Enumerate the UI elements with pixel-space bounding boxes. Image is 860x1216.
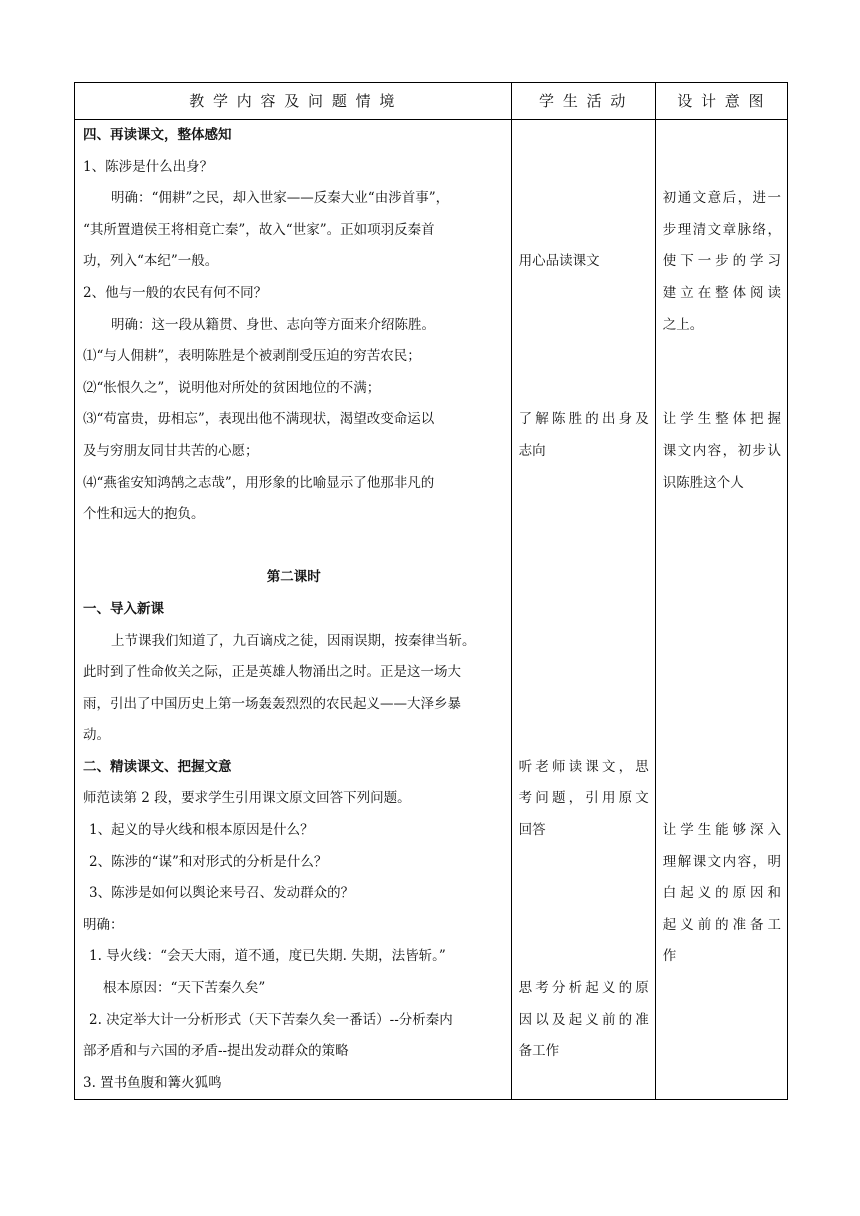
answer-line: 明确：这一段从籍贯、身世、志向等方面来介绍陈胜。 <box>111 316 435 333</box>
point-line: ⑶“苟富贵，毋相忘”，表现出他不满现状，渴望改变命运以 <box>83 411 435 428</box>
intent-cell <box>655 120 787 1100</box>
intent-line: 步理清文章脉络， <box>662 221 781 238</box>
question-line: 2、他与一般的农民有何不同？ <box>83 284 268 301</box>
intent-line: 识陈胜这个人 <box>662 474 744 491</box>
question-line: 2、陈涉的“谋”和对形式的分析是什么？ <box>89 853 328 870</box>
question-line: 1、陈涉是什么出身？ <box>83 158 214 175</box>
activity-line: 了解陈胜的出身及 <box>518 411 649 428</box>
header-activity: 学 生 活 动 <box>511 83 655 120</box>
section-heading: 一、导入新课 <box>83 600 164 617</box>
activity-line: 思考分析起义的原 <box>518 980 649 997</box>
answer-line: 3. 置书鱼腹和篝火狐鸣 <box>83 1074 222 1091</box>
section-heading: 二、精读课文、把握文意 <box>83 758 232 775</box>
activity-line: 考问题，引用原文 <box>518 790 649 807</box>
activity-line: 回答 <box>518 822 546 839</box>
point-line: ⑷“燕雀安知鸿鹄之志哉”，用形象的比喻显示了他那非凡的 <box>83 474 435 491</box>
intent-line: 建立在整体阅读 <box>662 284 781 301</box>
intent-line: 白起义的原因和 <box>662 885 781 902</box>
answer-line: 功，列入“本纪”一般。 <box>83 253 219 270</box>
activity-line: 备工作 <box>518 1043 560 1060</box>
point-line: ⑴“与人佣耕”，表明陈胜是个被剥削受压迫的穷苦农民； <box>83 348 421 365</box>
intent-line: 理解课文内容，明 <box>662 853 781 870</box>
answer-line: 根本原因：“天下苦秦久矣” <box>103 980 266 997</box>
paragraph-line: 动。 <box>83 727 110 744</box>
activity-line: 志向 <box>518 442 546 459</box>
answer-label: 明确： <box>83 916 124 933</box>
point-line: 及与穷朋友同甘共苦的心愿； <box>83 442 259 459</box>
intent-line: 让学生能够深入 <box>662 822 781 839</box>
intent-line: 使下一步的学习 <box>662 253 781 270</box>
paragraph-line: 此时到了性命攸关之际，正是英雄人物涌出之时。正是这一场大 <box>83 664 461 681</box>
lesson-plan-table <box>74 82 788 1100</box>
content-cell <box>75 120 512 1100</box>
header-content: 教 学 内 容 及 问 题 情 境 <box>75 83 512 120</box>
paragraph-line: 上节课我们知道了，九百谪戍之徒，因雨误期，按秦律当斩。 <box>111 632 476 649</box>
question-line: 1、起义的导火线和根本原因是什么？ <box>89 822 314 839</box>
intent-line: 作 <box>662 948 677 965</box>
lesson-subtitle: 第二课时 <box>266 569 321 586</box>
answer-line: 2. 决定举大计一分析形式（天下苦秦久矣一番话）--分析秦内 <box>89 1011 453 1028</box>
intent-line: 初通文意后，进一 <box>662 190 781 207</box>
activity-line: 因以及起义前的准 <box>518 1011 649 1028</box>
activity-line: 听老师读课文，思 <box>518 758 649 775</box>
paragraph-line: 雨，引出了中国历史上第一场轰轰烈烈的农民起义——大泽乡暴 <box>83 695 461 712</box>
section-heading: 四、再读课文，整体感知 <box>83 127 232 143</box>
activity-line: 用心品读课文 <box>518 253 600 270</box>
intent-line: 之上。 <box>662 316 704 333</box>
header-row <box>75 83 788 120</box>
header-intent: 设 计 意 图 <box>655 83 787 120</box>
body-row <box>75 120 788 1100</box>
answer-line: 1. 导火线：“会天大雨，道不通，度已失期. 失期，法皆斩。” <box>89 948 446 965</box>
intent-line: 起义前的准备工 <box>662 916 781 933</box>
activity-cell <box>511 120 655 1100</box>
intent-line: 让学生整体把握 <box>662 411 781 428</box>
blank-line <box>83 531 505 563</box>
answer-line: “其所置遣侯王将相竟亡秦”，故入“世家”。正如项羽反秦首 <box>83 221 435 238</box>
intent-line: 课文内容，初步认 <box>662 442 781 459</box>
question-line: 3、陈涉是如何以舆论来号召、发动群众的？ <box>89 885 355 902</box>
point-line: ⑵“怅恨久之”，说明他对所处的贫困地位的不满； <box>83 379 381 396</box>
answer-line: 明确：“佣耕”之民，却入世家——反秦大业“由涉首事”， <box>111 190 450 207</box>
instruction-line: 师范读第 2 段，要求学生引用课文原文回答下列问题。 <box>83 790 411 807</box>
answer-line: 部矛盾和与六国的矛盾--提出发动群众的策略 <box>83 1043 349 1060</box>
point-line: 个性和远大的抱负。 <box>83 506 205 523</box>
